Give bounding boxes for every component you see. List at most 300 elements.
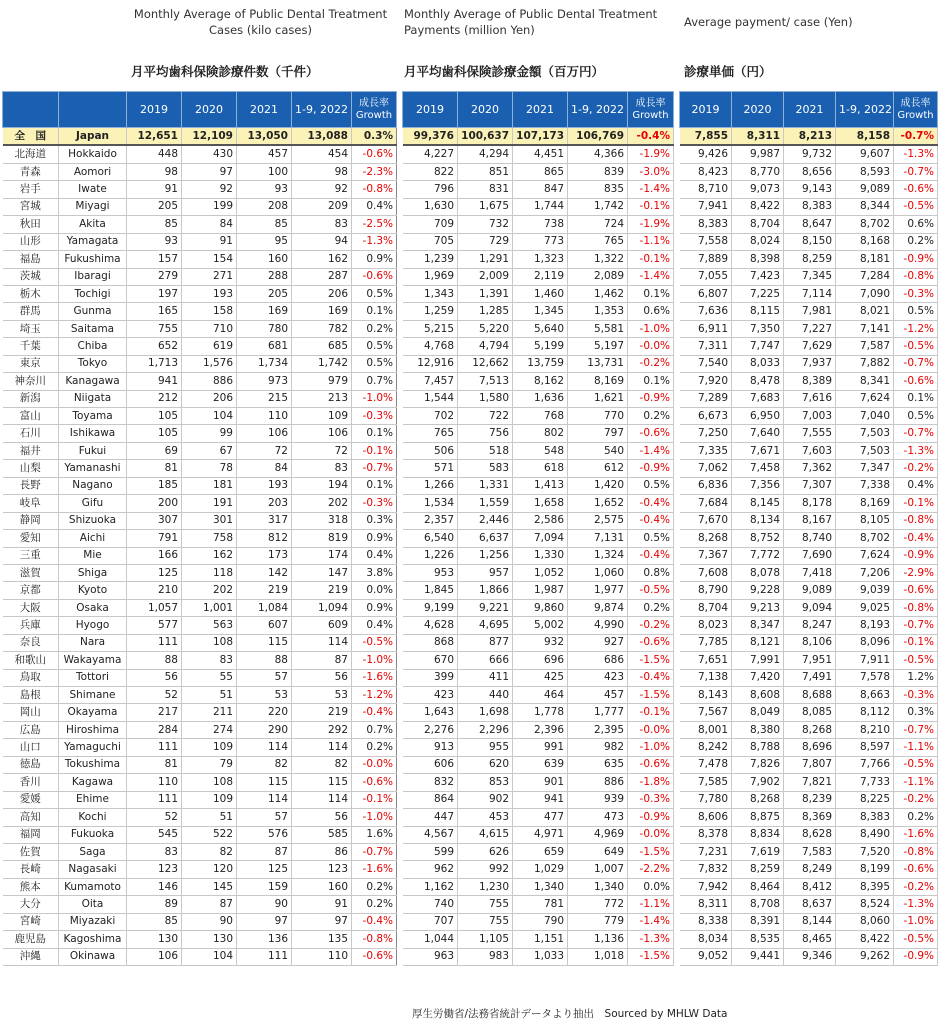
value-2019: 130 xyxy=(127,931,182,948)
value-2019: 448 xyxy=(127,145,182,163)
growth-cell: 0.5% xyxy=(352,285,397,302)
value-2020: 7,225 xyxy=(732,285,784,302)
growth-cell: 0.1% xyxy=(352,425,397,442)
growth-cell: 0.5% xyxy=(352,355,397,372)
value-2020: 274 xyxy=(182,721,237,738)
value-2022: 819 xyxy=(292,530,352,547)
value-2022: 13,731 xyxy=(568,355,628,372)
value-2019: 157 xyxy=(127,251,182,268)
value-2019: 8,268 xyxy=(680,530,732,547)
value-2021: 8,167 xyxy=(784,512,836,529)
value-2020: 851 xyxy=(458,163,513,180)
value-2019: 423 xyxy=(403,687,458,704)
growth-cell: -0.7% xyxy=(894,721,938,738)
growth-cell: -0.7% xyxy=(894,425,938,442)
value-2022: 724 xyxy=(568,216,628,233)
value-2021: 696 xyxy=(513,652,568,669)
prefecture-name-en: Japan xyxy=(59,128,127,146)
growth-cell: -1.5% xyxy=(628,843,674,860)
value-2020: 99 xyxy=(182,425,237,442)
value-2019: 7,684 xyxy=(680,495,732,512)
value-2021: 7,981 xyxy=(784,303,836,320)
value-2022: 8,112 xyxy=(836,704,894,721)
growth-cell: -0.2% xyxy=(894,878,938,895)
table-row xyxy=(680,774,938,791)
value-2022: 8,593 xyxy=(836,163,894,180)
value-2019: 6,836 xyxy=(680,477,732,494)
value-2022: 8,344 xyxy=(836,198,894,215)
prefecture-name-jp: 鹿児島 xyxy=(3,931,59,948)
table-row xyxy=(403,582,674,599)
table-row xyxy=(403,896,674,913)
table-row xyxy=(403,913,674,930)
value-2022: 782 xyxy=(292,320,352,337)
table-row xyxy=(680,425,938,442)
growth-cell: -1.0% xyxy=(352,652,397,669)
value-2019: 7,289 xyxy=(680,390,732,407)
value-2019: 8,606 xyxy=(680,809,732,826)
cases-table-body xyxy=(3,128,397,966)
value-2019: 822 xyxy=(403,163,458,180)
prefecture-name-jp: 山口 xyxy=(3,739,59,756)
prefecture-name-jp: 福岡 xyxy=(3,826,59,843)
value-2022: 8,105 xyxy=(836,512,894,529)
table-row xyxy=(3,843,397,860)
header-2021: 2021 xyxy=(784,92,836,128)
value-2020: 78 xyxy=(182,460,237,477)
value-2020: 158 xyxy=(182,303,237,320)
value-2021: 1,052 xyxy=(513,564,568,581)
value-2021: 8,465 xyxy=(784,931,836,948)
value-2021: 219 xyxy=(237,582,292,599)
prefecture-name-en: Kyoto xyxy=(59,582,127,599)
value-2021: 1,151 xyxy=(513,931,568,948)
table-row xyxy=(680,477,938,494)
value-2021: 7,603 xyxy=(784,442,836,459)
value-2020: 8,033 xyxy=(732,355,784,372)
value-2019: 8,023 xyxy=(680,617,732,634)
value-2020: 211 xyxy=(182,704,237,721)
table-row xyxy=(403,564,674,581)
value-2021: 7,690 xyxy=(784,547,836,564)
prefecture-name-en: Fukushima xyxy=(59,251,127,268)
table-row xyxy=(3,530,397,547)
value-2019: 9,052 xyxy=(680,948,732,965)
growth-cell: -1.5% xyxy=(628,948,674,965)
value-2021: 8,213 xyxy=(784,128,836,146)
table-row xyxy=(3,617,397,634)
prefecture-name-en: Chiba xyxy=(59,338,127,355)
value-2021: 457 xyxy=(237,145,292,163)
value-2022: 169 xyxy=(292,303,352,320)
prefecture-name-jp: 岐阜 xyxy=(3,495,59,512)
value-2019: 83 xyxy=(127,843,182,860)
table-row xyxy=(403,739,674,756)
growth-cell: -1.6% xyxy=(352,669,397,686)
value-2019: 7,457 xyxy=(403,373,458,390)
growth-cell: 0.2% xyxy=(352,896,397,913)
value-2022: 423 xyxy=(568,669,628,686)
value-2020: 8,311 xyxy=(732,128,784,146)
table-row xyxy=(680,896,938,913)
value-2019: 210 xyxy=(127,582,182,599)
prefecture-name-en: Shiga xyxy=(59,564,127,581)
prefecture-name-jp: 香川 xyxy=(3,774,59,791)
table-row xyxy=(3,774,397,791)
value-2022: 1,621 xyxy=(568,390,628,407)
value-2019: 284 xyxy=(127,721,182,738)
value-2021: 932 xyxy=(513,634,568,651)
value-2022: 92 xyxy=(292,181,352,198)
value-2022: 7,624 xyxy=(836,547,894,564)
growth-cell: -0.1% xyxy=(628,251,674,268)
value-2020: 301 xyxy=(182,512,237,529)
value-2019: 1,266 xyxy=(403,477,458,494)
growth-cell: 0.4% xyxy=(894,477,938,494)
value-2021: 477 xyxy=(513,809,568,826)
value-2021: 8,259 xyxy=(784,251,836,268)
table-row xyxy=(3,582,397,599)
value-2021: 8,656 xyxy=(784,163,836,180)
table-row xyxy=(3,687,397,704)
growth-cell: -2.5% xyxy=(352,216,397,233)
table-row xyxy=(680,355,938,372)
prefecture-name-en: Hokkaido xyxy=(59,145,127,163)
growth-cell: -0.5% xyxy=(894,338,938,355)
value-2021: 464 xyxy=(513,687,568,704)
value-2019: 6,807 xyxy=(680,285,732,302)
table-row xyxy=(680,251,938,268)
unit-title-jp: 診療単価（円） xyxy=(684,64,772,79)
table-row xyxy=(3,913,397,930)
growth-cell: -0.8% xyxy=(894,843,938,860)
value-2022: 5,581 xyxy=(568,320,628,337)
value-2019: 7,889 xyxy=(680,251,732,268)
value-2019: 99,376 xyxy=(403,128,458,146)
value-2019: 123 xyxy=(127,861,182,878)
growth-cell: 0.1% xyxy=(628,285,674,302)
value-2022: 8,422 xyxy=(836,931,894,948)
value-2020: 8,398 xyxy=(732,251,784,268)
table-row xyxy=(3,896,397,913)
prefecture-name-en: Saitama xyxy=(59,320,127,337)
table-row xyxy=(680,564,938,581)
value-2022: 457 xyxy=(568,687,628,704)
growth-cell: -0.6% xyxy=(352,145,397,163)
value-2020: 67 xyxy=(182,442,237,459)
growth-cell: -0.8% xyxy=(894,268,938,285)
unit-table xyxy=(679,91,938,966)
value-2020: 1,001 xyxy=(182,599,237,616)
value-2020: 758 xyxy=(182,530,237,547)
prefecture-name-en: Fukui xyxy=(59,442,127,459)
growth-cell: -0.6% xyxy=(894,181,938,198)
value-2021: 9,346 xyxy=(784,948,836,965)
value-2021: 2,396 xyxy=(513,721,568,738)
value-2021: 115 xyxy=(237,634,292,651)
table-row xyxy=(3,303,397,320)
value-2019: 105 xyxy=(127,425,182,442)
value-2022: 53 xyxy=(292,687,352,704)
value-2019: 7,636 xyxy=(680,303,732,320)
prefecture-name-jp: 石川 xyxy=(3,425,59,442)
growth-cell: 0.3% xyxy=(894,704,938,721)
growth-cell: -0.7% xyxy=(894,128,938,146)
table-row xyxy=(3,216,397,233)
growth-cell: -0.7% xyxy=(352,843,397,860)
value-2021: 159 xyxy=(237,878,292,895)
value-2021: 1,033 xyxy=(513,948,568,965)
table-row xyxy=(3,390,397,407)
value-2019: 963 xyxy=(403,948,458,965)
value-2021: 1,413 xyxy=(513,477,568,494)
growth-cell: -2.9% xyxy=(894,564,938,581)
value-2022: 886 xyxy=(568,774,628,791)
table-row xyxy=(403,878,674,895)
prefecture-name-jp: 京都 xyxy=(3,582,59,599)
value-2022: 7,206 xyxy=(836,564,894,581)
table-row xyxy=(403,320,674,337)
table-row xyxy=(680,878,938,895)
value-2019: 98 xyxy=(127,163,182,180)
prefecture-name-en: Okinawa xyxy=(59,948,127,965)
value-2020: 100,637 xyxy=(458,128,513,146)
total-row xyxy=(3,128,397,146)
value-2020: 181 xyxy=(182,477,237,494)
prefecture-name-jp: 愛媛 xyxy=(3,791,59,808)
value-2020: 12,109 xyxy=(182,128,237,146)
value-2019: 1,534 xyxy=(403,495,458,512)
growth-cell: -0.7% xyxy=(894,355,938,372)
prefecture-name-en: Miyagi xyxy=(59,198,127,215)
value-2022: 8,199 xyxy=(836,861,894,878)
prefecture-name-jp: 大阪 xyxy=(3,599,59,616)
value-2021: 90 xyxy=(237,896,292,913)
value-2021: 1,636 xyxy=(513,390,568,407)
value-2020: 8,752 xyxy=(732,530,784,547)
table-row xyxy=(680,634,938,651)
table-row xyxy=(3,704,397,721)
value-2021: 1,323 xyxy=(513,251,568,268)
value-2020: 1,105 xyxy=(458,931,513,948)
prefecture-name-jp: 栃木 xyxy=(3,285,59,302)
prefecture-name-jp: 兵庫 xyxy=(3,617,59,634)
value-2019: 85 xyxy=(127,913,182,930)
prefecture-name-jp: 高知 xyxy=(3,809,59,826)
value-2020: 202 xyxy=(182,582,237,599)
value-2019: 52 xyxy=(127,687,182,704)
value-2022: 765 xyxy=(568,233,628,250)
growth-cell: -0.5% xyxy=(894,198,938,215)
value-2021: 576 xyxy=(237,826,292,843)
table-row xyxy=(403,617,674,634)
prefecture-name-jp: 山形 xyxy=(3,233,59,250)
value-2022: 939 xyxy=(568,791,628,808)
value-2020: 732 xyxy=(458,216,513,233)
value-2019: 740 xyxy=(403,896,458,913)
value-2020: 619 xyxy=(182,338,237,355)
value-2019: 217 xyxy=(127,704,182,721)
prefecture-name-en: Saga xyxy=(59,843,127,860)
value-2022: 292 xyxy=(292,721,352,738)
value-2019: 8,034 xyxy=(680,931,732,948)
growth-cell: 1.6% xyxy=(352,826,397,843)
growth-cell: -1.5% xyxy=(628,687,674,704)
value-2020: 831 xyxy=(458,181,513,198)
value-2021: 97 xyxy=(237,913,292,930)
value-2021: 5,002 xyxy=(513,617,568,634)
value-2021: 1,734 xyxy=(237,355,292,372)
value-2020: 8,704 xyxy=(732,216,784,233)
value-2020: 9,221 xyxy=(458,599,513,616)
value-2020: 4,794 xyxy=(458,338,513,355)
value-2021: 768 xyxy=(513,408,568,425)
value-2021: 1,345 xyxy=(513,303,568,320)
value-2020: 1,698 xyxy=(458,704,513,721)
table-row xyxy=(680,582,938,599)
value-2020: 1,580 xyxy=(458,390,513,407)
value-2022: 106,769 xyxy=(568,128,628,146)
growth-cell: 0.0% xyxy=(628,878,674,895)
growth-cell: -1.0% xyxy=(628,320,674,337)
table-row xyxy=(3,477,397,494)
value-2019: 7,832 xyxy=(680,861,732,878)
table-row xyxy=(680,809,938,826)
prefecture-name-en: Okayama xyxy=(59,704,127,721)
prefecture-name-en: Niigata xyxy=(59,390,127,407)
value-2019: 868 xyxy=(403,634,458,651)
value-2022: 91 xyxy=(292,896,352,913)
value-2021: 1,987 xyxy=(513,582,568,599)
value-2021: 2,119 xyxy=(513,268,568,285)
value-2020: 7,683 xyxy=(732,390,784,407)
growth-cell: -0.2% xyxy=(894,791,938,808)
value-2022: 7,141 xyxy=(836,320,894,337)
value-2021: 114 xyxy=(237,739,292,756)
value-2019: 1,226 xyxy=(403,547,458,564)
growth-cell: 0.3% xyxy=(352,512,397,529)
table-row xyxy=(3,756,397,773)
cases-caption-en: Monthly Average of Public Dental Treatment Cases (kilo cases) xyxy=(133,7,388,37)
value-2021: 7,951 xyxy=(784,652,836,669)
prefecture-name-jp: 滋賀 xyxy=(3,564,59,581)
prefecture-name-jp: 熊本 xyxy=(3,878,59,895)
value-2019: 1,713 xyxy=(127,355,182,372)
value-2022: 4,990 xyxy=(568,617,628,634)
growth-cell: -0.9% xyxy=(894,948,938,965)
table-row xyxy=(3,634,397,651)
value-2019: 307 xyxy=(127,512,182,529)
value-2022: 8,021 xyxy=(836,303,894,320)
value-2019: 8,242 xyxy=(680,739,732,756)
value-2020: 8,875 xyxy=(732,809,784,826)
value-2021: 781 xyxy=(513,896,568,913)
value-2019: 796 xyxy=(403,181,458,198)
value-2021: 7,555 xyxy=(784,425,836,442)
value-2021: 8,688 xyxy=(784,687,836,704)
prefecture-name-en: Yamaguchi xyxy=(59,739,127,756)
growth-cell: 0.5% xyxy=(628,477,674,494)
growth-cell: -0.5% xyxy=(894,652,938,669)
value-2019: 7,231 xyxy=(680,843,732,860)
value-2019: 4,628 xyxy=(403,617,458,634)
table-row xyxy=(3,355,397,372)
table-row xyxy=(403,163,674,180)
table-row xyxy=(680,756,938,773)
value-2019: 1,969 xyxy=(403,268,458,285)
value-2020: 886 xyxy=(182,373,237,390)
value-2019: 8,704 xyxy=(680,599,732,616)
growth-cell: -0.2% xyxy=(628,617,674,634)
value-2020: 8,268 xyxy=(732,791,784,808)
payments-title-jp: 月平均歯科保険診療金額（百万円） xyxy=(404,64,605,79)
value-2021: 57 xyxy=(237,809,292,826)
growth-cell: -0.9% xyxy=(894,547,938,564)
value-2021: 548 xyxy=(513,442,568,459)
value-2022: 8,490 xyxy=(836,826,894,843)
prefecture-name-jp: 富山 xyxy=(3,408,59,425)
value-2022: 7,587 xyxy=(836,338,894,355)
value-2019: 2,357 xyxy=(403,512,458,529)
value-2020: 120 xyxy=(182,861,237,878)
value-2019: 6,540 xyxy=(403,530,458,547)
growth-cell: -0.6% xyxy=(352,774,397,791)
growth-cell: -0.9% xyxy=(628,809,674,826)
growth-cell: 0.9% xyxy=(352,530,397,547)
table-row xyxy=(403,442,674,459)
growth-cell: -0.6% xyxy=(894,861,938,878)
value-2019: 1,845 xyxy=(403,582,458,599)
value-2019: 864 xyxy=(403,791,458,808)
value-2020: 145 xyxy=(182,878,237,895)
value-2022: 635 xyxy=(568,756,628,773)
value-2019: 12,651 xyxy=(127,128,182,146)
value-2022: 1,094 xyxy=(292,599,352,616)
value-2019: 7,585 xyxy=(680,774,732,791)
value-2020: 8,422 xyxy=(732,198,784,215)
value-2022: 72 xyxy=(292,442,352,459)
value-2022: 9,089 xyxy=(836,181,894,198)
value-2021: 8,637 xyxy=(784,896,836,913)
value-2021: 659 xyxy=(513,843,568,860)
table-row xyxy=(403,687,674,704)
growth-cell: -0.1% xyxy=(352,791,397,808)
value-2019: 1,343 xyxy=(403,285,458,302)
growth-cell: 0.1% xyxy=(352,477,397,494)
header-2020: 2020 xyxy=(458,92,513,128)
growth-cell: -0.7% xyxy=(894,163,938,180)
source-note: 厚生労働省/法務省統計データより抽出 Sourced by MHLW Data xyxy=(412,1008,728,1020)
table-row xyxy=(403,512,674,529)
value-2022: 9,039 xyxy=(836,582,894,599)
value-2022: 797 xyxy=(568,425,628,442)
prefecture-name-jp: 愛知 xyxy=(3,530,59,547)
value-2022: 56 xyxy=(292,809,352,826)
value-2020: 729 xyxy=(458,233,513,250)
value-2021: 106 xyxy=(237,425,292,442)
growth-cell: -1.4% xyxy=(628,268,674,285)
value-2022: 4,366 xyxy=(568,145,628,163)
value-2019: 7,670 xyxy=(680,512,732,529)
value-2021: 5,199 xyxy=(513,338,568,355)
table-row xyxy=(403,373,674,390)
value-2020: 563 xyxy=(182,617,237,634)
value-2021: 7,629 xyxy=(784,338,836,355)
cases-title-jp: 月平均歯科保険診療件数（千件） xyxy=(131,64,319,79)
prefecture-name-jp: 大分 xyxy=(3,896,59,913)
value-2021: 1,778 xyxy=(513,704,568,721)
growth-cell: 0.2% xyxy=(628,408,674,425)
